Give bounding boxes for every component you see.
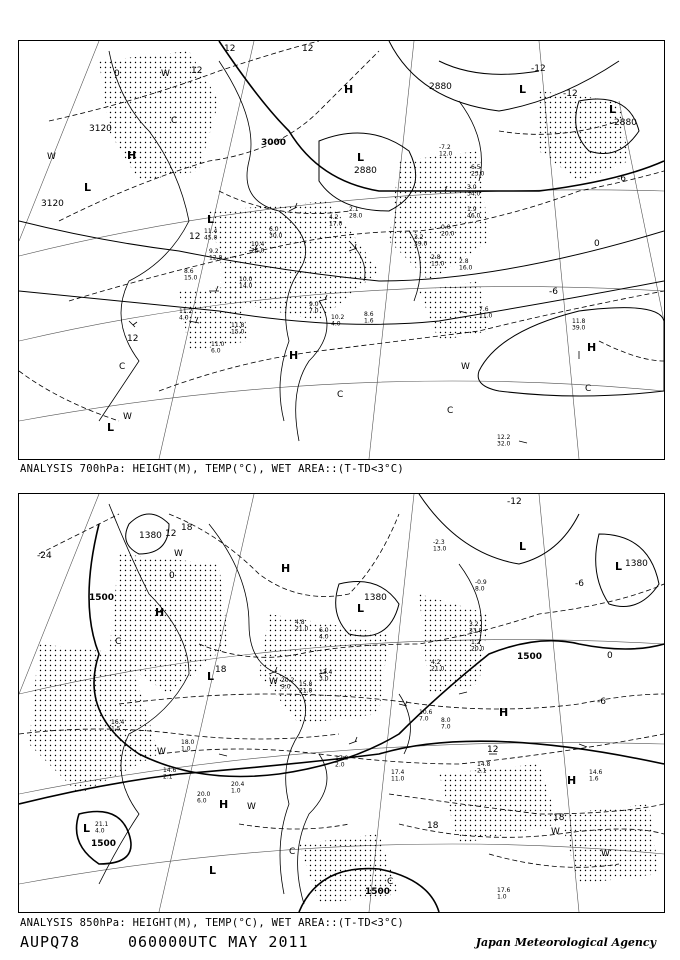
- isotherm-label: 12: [165, 529, 177, 539]
- station-value: 3.2 39.0: [414, 234, 428, 248]
- temp-label: C: [289, 847, 296, 857]
- isotherm-label: 0: [169, 571, 175, 581]
- pressure-label: L: [519, 540, 527, 553]
- station-value: 1.2 20.0: [471, 639, 485, 653]
- temp-label: C: [119, 362, 126, 372]
- isotherm-label: 0: [607, 651, 613, 661]
- pressure-label: H: [219, 798, 229, 811]
- station-value: 0.0 20.0: [441, 224, 455, 238]
- temp-label: C: [171, 116, 178, 126]
- station-value: 8.6 15.0: [184, 268, 198, 282]
- station-value: 17.4 11.0: [391, 769, 405, 783]
- station-value: 9.0 7.0: [309, 301, 319, 315]
- temp-label: W: [551, 827, 560, 837]
- temp-label: C: [337, 390, 344, 400]
- station-value: 10.6 7.0: [419, 709, 433, 723]
- station-value: 13.4 3.0: [319, 669, 333, 683]
- isotherm-label: 18: [553, 813, 565, 823]
- pressure-label: L: [615, 560, 623, 573]
- height-label: 2880: [429, 82, 452, 92]
- station-value: 14.8 2.1: [477, 761, 491, 775]
- height-label: 1380: [364, 593, 387, 603]
- pressure-label: L: [357, 602, 365, 615]
- isotherm-label: 0: [594, 239, 600, 249]
- pressure-label: H: [289, 349, 299, 362]
- station-value: 6.5 23.0: [471, 164, 485, 178]
- map-850hpa-canvas: [19, 494, 664, 912]
- height-label: 1380: [625, 559, 648, 569]
- temp-label: W: [161, 69, 170, 79]
- temp-label: W: [601, 849, 610, 859]
- caption-700hpa: ANALYSIS 700hPa: HEIGHT(M), TEMP(°C), WET AREA::(T-TD<3°C): [20, 463, 405, 475]
- chart-code: AUPQ78: [20, 933, 81, 951]
- isotherm-label: -6: [549, 287, 558, 297]
- isotherm-label: 12: [189, 232, 201, 242]
- station-value: 2.8 16.0: [459, 258, 473, 272]
- station-value: 2.8 13.0: [431, 254, 445, 268]
- station-value: -0.9 8.0: [475, 579, 487, 593]
- caption-850hpa: ANALYSIS 850hPa: HEIGHT(M), TEMP(°C), WET AREA::(T-TD<3°C): [20, 917, 405, 929]
- temp-label: W: [461, 362, 470, 372]
- station-value: 11.4 45.0: [204, 228, 218, 242]
- pressure-label: H: [127, 149, 137, 162]
- pressure-label: H: [567, 774, 577, 787]
- pressure-label: H: [155, 606, 165, 619]
- temp-label: C: [447, 406, 454, 416]
- height-label: 1500: [89, 593, 115, 603]
- temp-label: W: [269, 677, 278, 687]
- station-value: 20.0 6.0: [197, 791, 211, 805]
- isotherm-label: -6: [597, 697, 606, 707]
- pressure-label: L: [207, 213, 215, 226]
- height-label: 2880: [614, 118, 637, 128]
- isotherm-label: 18: [215, 665, 227, 675]
- station-value: 16.4 1.5: [111, 719, 125, 733]
- pressure-label: L: [207, 670, 215, 683]
- station-value: 10.0 14.0: [239, 276, 253, 290]
- pressure-label: L: [357, 151, 365, 164]
- station-value: 3.2 33.0: [469, 621, 483, 635]
- station-value: 8.6 1.6: [364, 311, 374, 325]
- height-label: 2880: [354, 166, 377, 176]
- station-value: 7.6 11.0: [479, 306, 493, 320]
- temp-label: W: [47, 152, 56, 162]
- isotherm-label: -12: [507, 497, 522, 507]
- isotherm-label: -6: [575, 579, 584, 589]
- station-value: 11.0 6.0: [211, 341, 225, 355]
- station-value: 18.0 1.0: [181, 739, 195, 753]
- isotherm-label: 0: [114, 69, 120, 79]
- temp-label: W: [157, 747, 166, 757]
- station-value: 10.4 26.0: [251, 241, 265, 255]
- pressure-label: L: [609, 103, 617, 116]
- isotherm-label: -12: [531, 64, 546, 74]
- pressure-label: H: [281, 562, 291, 575]
- station-value: 12.2 32.0: [497, 434, 511, 448]
- height-label: 1500: [517, 652, 543, 662]
- station-value: 21.1 4.0: [95, 821, 109, 835]
- station-value: 11.8 39.0: [572, 318, 586, 332]
- station-value: 4.2 21.0: [431, 659, 445, 673]
- station-value: 17.0 2.0: [335, 755, 349, 769]
- height-label: 3120: [41, 199, 64, 209]
- isotherm-label: 12: [224, 44, 236, 54]
- temp-label: C: [115, 637, 122, 647]
- isotherm-label: -24: [37, 551, 52, 561]
- temp-label: C: [585, 384, 592, 394]
- isotherm-label: 18: [181, 523, 193, 533]
- station-value: 1.9 46.0: [467, 206, 481, 220]
- height-label: 1380: [139, 531, 162, 541]
- pressure-label: L: [107, 421, 115, 434]
- pressure-label: H: [344, 83, 354, 96]
- valid-time: 060000UTC MAY 2011: [128, 933, 309, 951]
- temp-label: W: [174, 549, 183, 559]
- height-label: 1500: [365, 887, 391, 897]
- pressure-label: L: [83, 822, 91, 835]
- station-value: 8.0 7.0: [441, 717, 451, 731]
- station-value: 11.8 15.0: [231, 322, 245, 336]
- station-value: 14.6 2.1: [163, 767, 177, 781]
- isotherm-label: -12: [563, 89, 578, 99]
- pressure-label: L: [84, 181, 92, 194]
- isotherm-label: 12: [487, 745, 499, 755]
- station-value: 2.1 28.0: [349, 206, 363, 220]
- height-label: 3120: [89, 124, 112, 134]
- station-value: 14.6 1.6: [589, 769, 603, 783]
- temp-label: W: [247, 802, 256, 812]
- station-value: 4.2 17.0: [329, 214, 343, 228]
- pressure-label: H: [587, 341, 597, 354]
- station-value: 20.4 1.0: [231, 781, 245, 795]
- station-value: 15.8 21.0: [299, 681, 313, 695]
- agency-credit: Japan Meteorological Agency: [475, 936, 656, 949]
- station-value: 3.0 34.0: [467, 184, 481, 198]
- temp-label: W: [123, 412, 132, 422]
- pressure-label: H: [499, 706, 509, 719]
- station-value: 9.2 12.0: [209, 248, 223, 262]
- station-value: 17.6 1.0: [497, 887, 511, 901]
- pressure-label: L: [209, 864, 217, 877]
- station-value: 6.0 4.0: [319, 627, 329, 641]
- temp-label: C: [387, 877, 394, 887]
- station-value: 6.0 30.0: [269, 226, 283, 240]
- height-label: 3000: [261, 138, 287, 148]
- map-700hpa-canvas: [19, 41, 664, 459]
- isotherm-label: 12: [302, 44, 314, 54]
- station-value: 20.2 9.0: [281, 677, 295, 691]
- station-value: 4.8 21.0: [295, 619, 309, 633]
- wet-areas: [29, 554, 659, 904]
- station-value: -2.3 13.0: [433, 539, 447, 553]
- pressure-label: L: [519, 83, 527, 96]
- map-850hpa: [18, 493, 665, 913]
- isotherm-label: 18: [427, 821, 439, 831]
- map-700hpa: [18, 40, 665, 460]
- station-value: -7.2 12.0: [439, 144, 453, 158]
- height-label: 1500: [91, 839, 117, 849]
- isotherm-label: 12: [127, 334, 139, 344]
- isotherm-label: -6: [617, 174, 626, 184]
- station-value: 10.2 4.0: [331, 314, 345, 328]
- isotherm-label: 12: [191, 66, 203, 76]
- station-value: 11.2 4.0: [179, 308, 193, 322]
